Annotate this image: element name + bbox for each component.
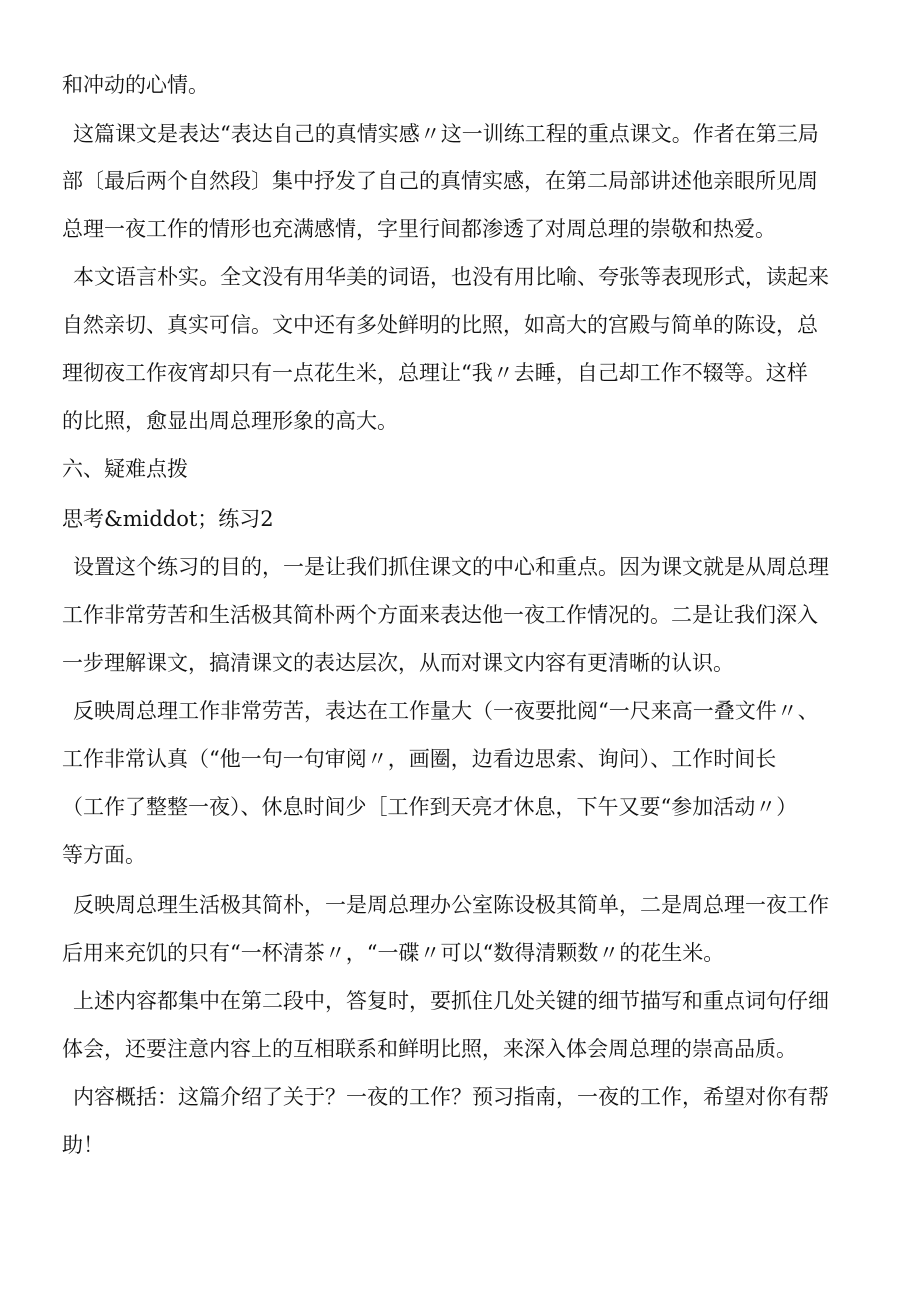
text-line: 内容概括：这篇介绍了关于？一夜的工作？预习指南，一夜的工作，希望对你有帮: [73, 1085, 829, 1109]
text-line: 自然亲切、真实可信。文中还有多处鲜明的比照，如高大的宫殿与简单的陈设，总: [62, 313, 818, 337]
text-line: 理彻夜工作夜宵却只有一点花生米，总理让“我〃去睡，自己却工作不辍等。这样: [62, 361, 808, 385]
section-heading: 六、疑难点拨: [62, 457, 188, 481]
subsection-heading: 思考&middot；练习2: [62, 507, 274, 531]
text-line: 的比照，愈显出周总理形象的高大。: [62, 409, 398, 433]
text-line: 助！: [62, 1133, 104, 1157]
text-line: 后用来充饥的只有“一杯清茶〃，“一碟〃可以“数得清颗数〃的花生米。: [62, 941, 725, 965]
text-line: 体会，还要注意内容上的互相联系和鲜明比照，来深入体会周总理的崇高品质。: [62, 1037, 797, 1061]
text-line: 反映周总理生活极其简朴，一是周总理办公室陈设极其简单，二是周总理一夜工作: [73, 893, 829, 917]
text-line: 上述内容都集中在第二段中，答复时，要抓住几处关键的细节描写和重点词句仔细: [73, 989, 829, 1013]
text-line: 本文语言朴实。全文没有用华美的词语，也没有用比喻、夸张等表现形式，读起来: [73, 265, 829, 289]
text-line: 这篇课文是表达“表达自己的真情实感〃这一训练工程的重点课文。作者在第三局: [73, 122, 819, 146]
text-line: 一步理解课文，搞清课文的表达层次，从而对课文内容有更清晰的认识。: [62, 651, 734, 675]
text-line: 工作非常认真（“他一句一句审阅〃，画圈，边看边思索、询问）、工作时间长: [62, 747, 777, 771]
text-line: 工作非常劳苦和生活极其简朴两个方面来表达他一夜工作情况的。二是让我们深入: [62, 603, 818, 627]
text-line: 部〔最后两个自然段〕集中抒发了自己的真情实感，在第二局部讲述他亲眼所见周: [62, 169, 818, 193]
text-line: 总理一夜工作的情形也充满感情，字里行间都渗透了对周总理的崇敬和热爱。: [62, 217, 776, 241]
text-line: 设置这个练习的目的，一是让我们抓住课文的中心和重点。因为课文就是从周总理: [73, 555, 829, 579]
text-line: 等方面。: [62, 843, 146, 867]
text-line: 反映周总理工作非常劳苦，表达在工作量大（一夜要批阅“一尺来高一叠文件〃、: [73, 699, 819, 723]
text-line: 和冲动的心情。: [62, 73, 209, 97]
text-line: （工作了整整一夜）、休息时间少［工作到天亮才休息，下午又要“参加活动〃）: [62, 795, 798, 819]
